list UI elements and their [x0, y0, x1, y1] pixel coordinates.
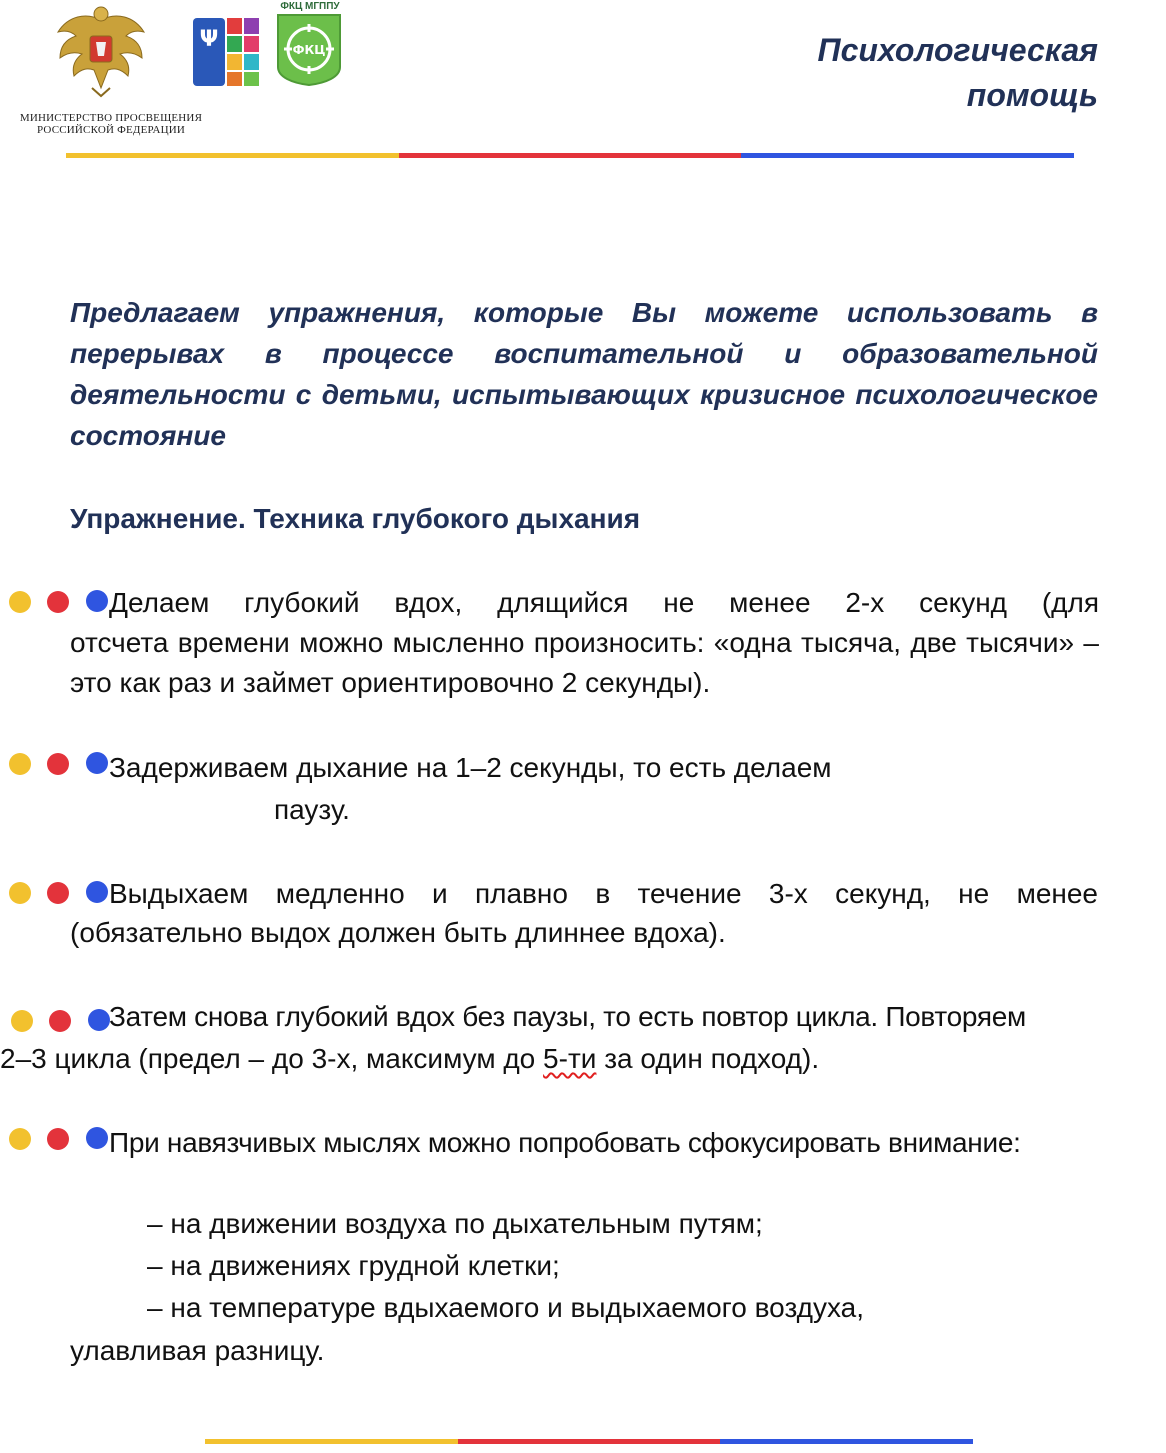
- blue-dot-icon: [86, 881, 108, 903]
- step-3-text: (обязательно выдох должен быть длиннее вдоха).: [70, 917, 726, 948]
- focus-list-item: – на движении воздуха по дыхательным путям;: [147, 1208, 763, 1239]
- step-4-text: [0, 1039, 819, 1079]
- blue-dot-icon: [88, 1009, 110, 1031]
- header-title-line2: помощь: [966, 77, 1098, 113]
- mosaic-logo-icon: [193, 18, 259, 86]
- yellow-dot-icon: [9, 1128, 31, 1150]
- blue-dot-icon: [86, 752, 108, 774]
- blue-dot-icon: [86, 590, 108, 612]
- red-dot-icon: [47, 882, 69, 904]
- intro-paragraph: Предлагаем упражнения, которые Вы можете использовать в перерывах в процессе воспитательной и образовательной деятельности с детьми, испытывающих кризисное психологическое состояние: [70, 297, 1098, 451]
- step-3-line1: Выдыхаем медленно и плавно в течение 3-х секунд, не менее: [109, 878, 1098, 909]
- stripe-yellow: [205, 1439, 458, 1444]
- fkc-shield-logo-icon: [276, 13, 342, 87]
- yellow-dot-icon: [9, 882, 31, 904]
- stripe-red: [458, 1439, 719, 1444]
- bullet-dots: [11, 1010, 119, 1040]
- focus-list-item: – на движениях грудной клетки;: [147, 1250, 560, 1281]
- red-dot-icon: [49, 1010, 71, 1032]
- coat-of-arms-emblem: [56, 2, 146, 98]
- step-5-line1: При навязчивых мыслях можно попробовать сфокусировать внимание:: [109, 1127, 1021, 1158]
- stripe-blue: [741, 153, 1074, 158]
- step-2-text: паузу.: [274, 794, 350, 825]
- focus-list-item: – на температуре вдыхаемого и выдыхаемого воздуха,: [147, 1292, 865, 1323]
- step-4-text-a: 2–3 цикла (предел – до 3-х, максимум до: [0, 1043, 544, 1074]
- fkc-logo-text: ФКЦ: [292, 43, 326, 57]
- focus-list-tail: улавливая разницу.: [70, 1335, 325, 1366]
- step-4-line1: Затем снова глубокий вдох без паузы, то есть повтор цикла. Повторяем: [109, 1001, 1026, 1032]
- blue-dot-icon: [86, 1127, 108, 1149]
- step-1-text: отсчета времени можно мысленно произносить: «одна тысяча, две тысячи» – это как раз и займет ориентировочно 2 секунды).: [70, 627, 1099, 698]
- step-1-line1: Делаем глубокий вдох, длящийся не менее 2-х секунд (для: [109, 587, 1099, 618]
- yellow-dot-icon: [9, 753, 31, 775]
- step-4-text-b: за один подход).: [596, 1043, 820, 1074]
- bullet-dots: [9, 882, 117, 912]
- ministry-caption: МИНИСТЕРСТВО ПРОСВЕЩЕНИЯ РОССИЙСКОЙ ФЕДЕРАЦИИ: [19, 112, 203, 136]
- stripe-yellow: [66, 153, 399, 158]
- bullet-dots: [9, 1128, 117, 1158]
- stripe-blue: [720, 1439, 973, 1444]
- header-title-line1: Психологическая: [817, 32, 1098, 68]
- exercise-title: Упражнение. Техника глубокого дыхания: [70, 503, 641, 534]
- step-2-line1: Задерживаем дыхание на 1–2 секунды, то есть делаем: [109, 752, 832, 783]
- tricolor-divider-bottom: [205, 1439, 973, 1444]
- tricolor-divider-top: [66, 153, 1074, 158]
- bullet-dots: [9, 591, 117, 621]
- header-title: [818, 28, 1098, 118]
- stripe-red: [399, 153, 742, 158]
- fkc-caption: ФКЦ МГППУ: [280, 1, 340, 12]
- yellow-dot-icon: [9, 591, 31, 613]
- spellcheck-word: 5-ти: [543, 1043, 597, 1074]
- svg-text:Ψ: Ψ: [199, 27, 219, 52]
- bullet-dots: [9, 753, 117, 783]
- yellow-dot-icon: [11, 1010, 33, 1032]
- red-dot-icon: [47, 1128, 69, 1150]
- red-dot-icon: [47, 753, 69, 775]
- red-dot-icon: [47, 591, 69, 613]
